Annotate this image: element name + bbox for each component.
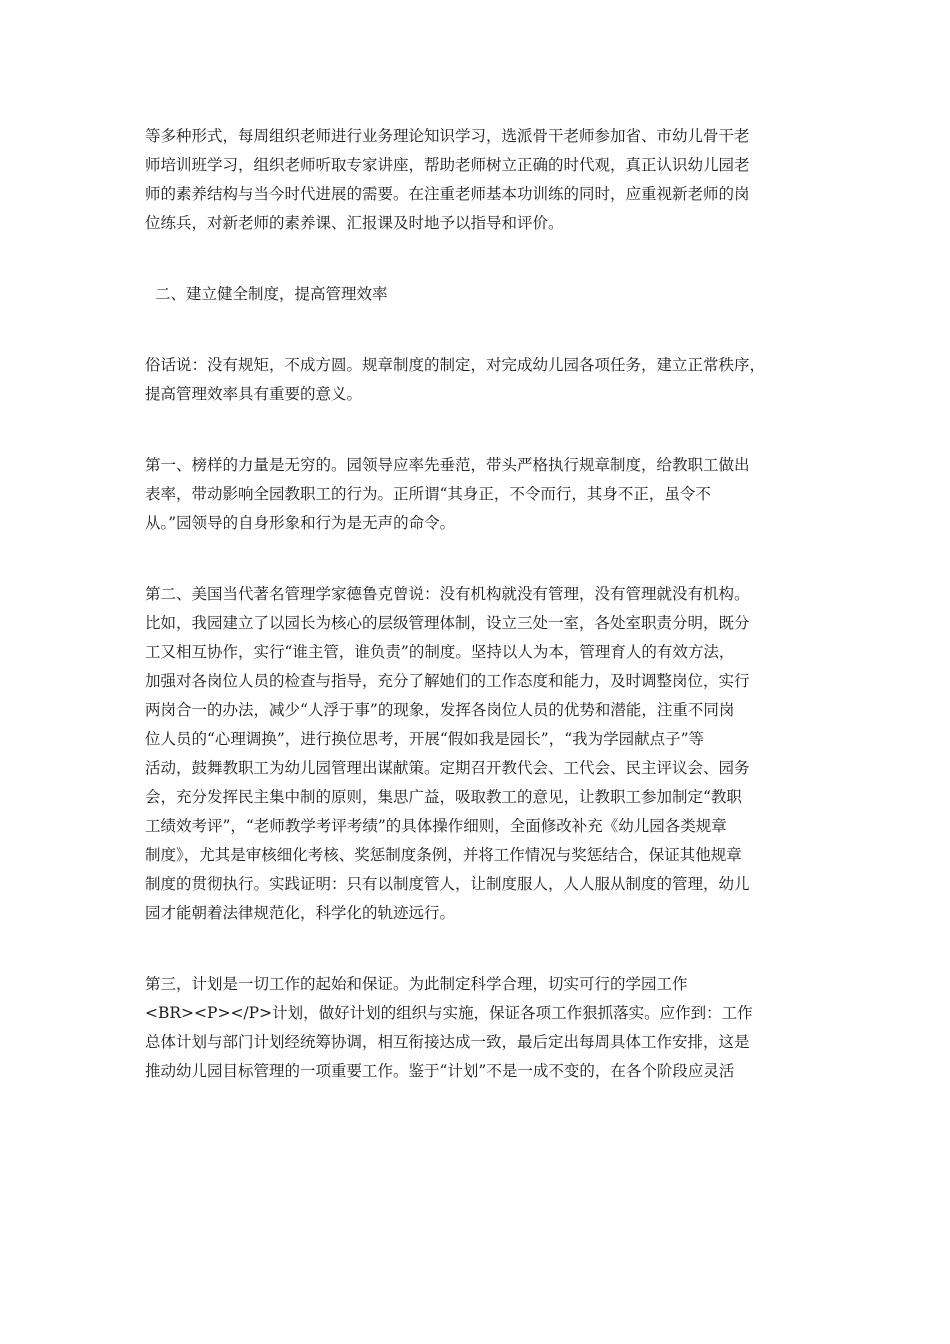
text-line: 比如，我园建立了以园长为核心的层级管理体制，设立三处一室，各处室职责分明，既分	[145, 614, 750, 632]
text-line: 加强对各岗位人员的检查与指导，充分了解她们的工作态度和能力，及时调整岗位，实行	[145, 672, 750, 690]
text-line: 位练兵，对新老师的素养课、汇报课及时地予以指导和评价。	[145, 214, 564, 232]
text-line: 俗话说：没有规矩，不成方圆。规章制度的制定，对完成幼儿园各项任务，建立正常秩序，	[145, 356, 766, 374]
paragraph-spacer	[145, 538, 825, 580]
paragraph-spacer	[145, 928, 825, 970]
text-line: 工又相互协作，实行“谁主管，谁负责”的制度。坚持以人为本，管理育人的有效方法，	[145, 643, 735, 661]
text-line: 第三，计划是一切工作的起始和保证。为此制定科学合理，切实可行的学园工作	[145, 975, 688, 993]
text-line: 位人员的“心理调换”，进行换位思考，开展“假如我是园长”，“我为学园献点子”等	[145, 730, 705, 748]
text-line: 等多种形式，每周组织老师进行业务理论知识学习，选派骨干老师参加省、市幼儿骨干老	[145, 127, 750, 145]
paragraph-proverb	[145, 351, 825, 409]
document-page	[145, 122, 825, 1086]
text-line: 园才能朝着法律规范化，科学化的轨迹远行。	[145, 904, 456, 922]
text-line: 会，充分发挥民主集中制的原则，集思广益，吸取教工的意见，让教职工参加制定“教职	[145, 788, 742, 806]
paragraph-spacer	[145, 238, 825, 280]
text-line: 推动幼儿园目标管理的一项重要工作。鉴于“计划”不是一成不变的，在各个阶段应灵活	[145, 1062, 735, 1080]
text-line: 表率，带动影响全园教职工的行为。正所谓“其身正，不令而行，其身不正，虽令不	[145, 485, 711, 503]
text-line: 提高管理效率具有重要的意义。	[145, 385, 363, 403]
text-line: 工绩效考评”，“老师教学考评考绩”的具体操作细则，全面修改补充《幼儿园各类规章	[145, 817, 727, 835]
text-line: 制度》，尤其是审核细化考核、奖惩制度条例，并将工作情况与奖惩结合，保证其他规章	[145, 846, 742, 864]
text-line: 两岗合一的办法，减少“人浮于事”的现象，发挥各岗位人员的优势和潜能，注重不同岗	[145, 701, 735, 719]
paragraph-teacher-training	[145, 122, 825, 238]
text-line: 从。”园领导的自身形象和行为是无声的命令。	[145, 514, 456, 532]
heading-text: 二、建立健全制度，提高管理效率	[155, 285, 388, 303]
text-line: <BR><P></P>计划，做好计划的组织与实施，保证各项工作狠抓落实。应作到：工作	[145, 1004, 753, 1022]
text-line: 总体计划与部门计划经统筹协调，相互衔接达成一致，最后定出每周具体工作安排，这是	[145, 1033, 750, 1051]
section-heading	[145, 280, 825, 309]
text-line: 制度的贯彻执行。实践证明：只有以制度管人，让制度服人，人人服从制度的管理，幼儿	[145, 875, 750, 893]
text-line: 师培训班学习，组织老师听取专家讲座，帮助老师树立正确的时代观，真正认识幼儿园老	[145, 156, 750, 174]
paragraph-first-point	[145, 451, 825, 538]
text-line: 第一、榜样的力量是无穷的。园领导应率先垂范，带头严格执行规章制度，给教职工做出	[145, 456, 750, 474]
paragraph-spacer	[145, 309, 825, 351]
paragraph-third-point	[145, 970, 825, 1086]
text-line: 活动，鼓舞教职工为幼儿园管理出谋献策。定期召开教代会、工代会、民主评议会、园务	[145, 759, 750, 777]
paragraph-second-point	[145, 580, 825, 928]
text-line: 第二、美国当代著名管理学家德鲁克曾说：没有机构就没有管理，没有管理就没有机构。	[145, 585, 750, 603]
paragraph-spacer	[145, 409, 825, 451]
text-line: 师的素养结构与当今时代进展的需要。在注重老师基本功训练的同时，应重视新老师的岗	[145, 185, 750, 203]
